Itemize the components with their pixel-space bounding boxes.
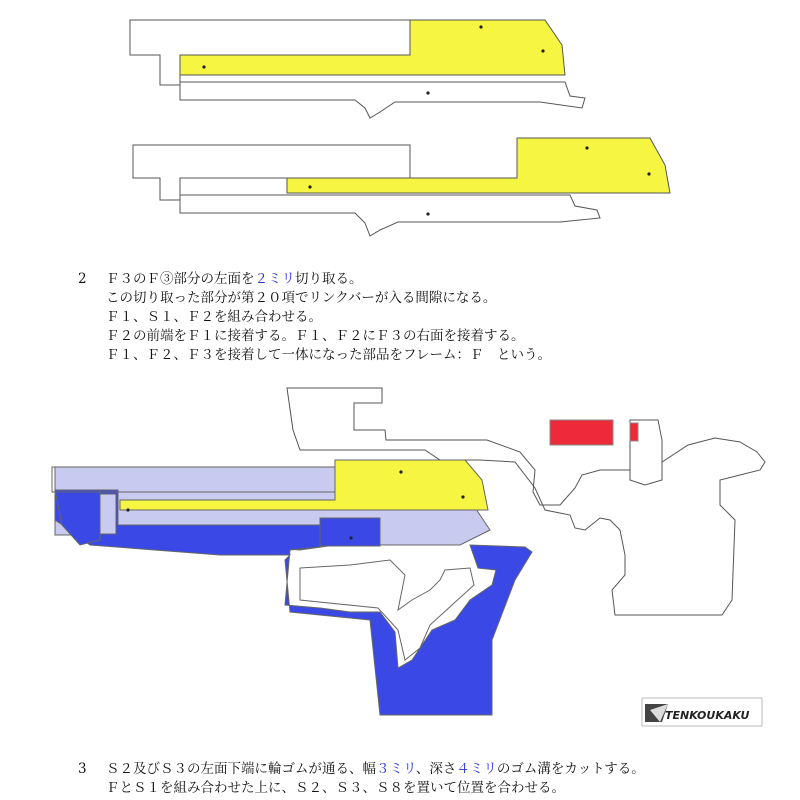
- step-2-line-1: [78, 270, 551, 289]
- step-3-line-1: [78, 760, 645, 779]
- instruction-text: のゴム溝をカットする。: [496, 761, 645, 777]
- slide-diagram-2: [133, 138, 670, 236]
- instruction-text: Ｆ１、Ｆ２、Ｆ３を接着して一体になった部品をフレーム：Ｆ という。: [106, 347, 551, 363]
- instruction-text: 、深さ: [415, 761, 457, 777]
- step-3-line-2: [78, 779, 645, 798]
- instruction-text: Ｆ３のＦ③部分の左面を: [106, 271, 255, 287]
- highlight-text: ３ミリ: [376, 761, 416, 777]
- step-2-line-3: [78, 308, 551, 327]
- step-number: 3: [78, 761, 87, 777]
- logo-text: TENKOUKAKU: [665, 709, 750, 722]
- slide-diagram-1: [130, 20, 585, 118]
- blue-insert: [320, 518, 380, 546]
- instruction-text: 切り取る。: [295, 271, 363, 287]
- highlight-text: ２ミリ: [254, 271, 295, 287]
- highlight-text: ４ミリ: [456, 761, 497, 777]
- step-2-line-4: [78, 327, 551, 346]
- step-2-line-5: [78, 346, 551, 365]
- tenkoukaku-logo: [642, 698, 762, 726]
- instruction-text: Ｓ２及びＳ３の左面下端に輪ゴムが通る、幅: [106, 761, 376, 777]
- step-number: 2: [78, 271, 87, 287]
- red-cut-marker-1: [550, 420, 613, 445]
- instruction-text: この切り取った部分が第２０項でリンクバーが入る間隙になる。: [106, 290, 497, 306]
- red-cut-marker-2: [630, 423, 638, 441]
- step-2-line-2: [78, 289, 551, 308]
- instruction-text: Ｆ１、Ｓ１、Ｆ２を組み合わせる。: [106, 309, 322, 325]
- assembled-frame: [52, 460, 532, 715]
- step-3-instructions: [78, 760, 645, 798]
- instruction-text: Ｆ２の前端をＦ１に接着する。Ｆ１、Ｆ２にＦ３の右面を接着する。: [106, 328, 525, 344]
- step-2-instructions: [78, 270, 551, 365]
- instruction-text: ＦとＳ１を組み合わせた上に、Ｓ２、Ｓ３、Ｓ８を置いて位置を合わせる。: [106, 780, 565, 796]
